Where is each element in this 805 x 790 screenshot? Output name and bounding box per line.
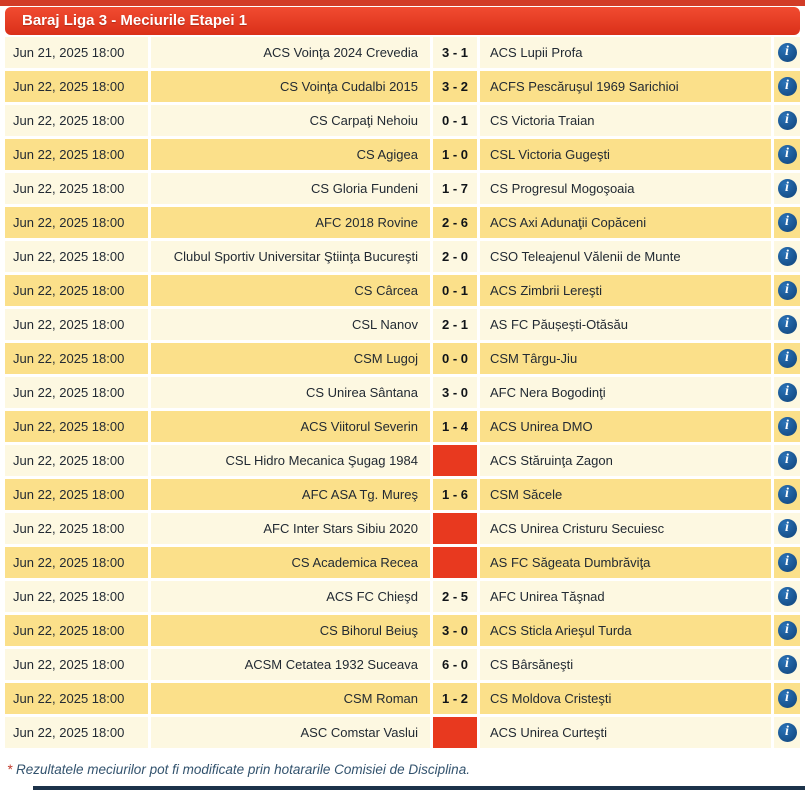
away-team-name: CSO Teleajenul Vălenii de Munte — [480, 241, 771, 272]
match-row — [5, 275, 800, 306]
info-cell — [774, 683, 800, 714]
matches-table — [5, 37, 800, 748]
home-team-name: CS Bihorul Beiuş — [151, 615, 430, 646]
match-row — [5, 309, 800, 340]
match-datetime: Jun 22, 2025 18:00 — [5, 377, 148, 408]
home-team-name: CS Gloria Fundeni — [151, 173, 430, 204]
info-icon[interactable]: i — [778, 315, 797, 334]
match-datetime: Jun 22, 2025 18:00 — [5, 343, 148, 374]
info-icon[interactable]: i — [778, 349, 797, 368]
info-cell — [774, 513, 800, 544]
match-score: 1 - 2 — [433, 683, 477, 714]
match-score: 1 - 6 — [433, 479, 477, 510]
home-team-name: CSM Lugoj — [151, 343, 430, 374]
info-cell — [774, 615, 800, 646]
match-datetime: Jun 22, 2025 18:00 — [5, 207, 148, 238]
away-team-name: ACS Axi Adunaţii Copăceni — [480, 207, 771, 238]
away-team-name: CS Victoria Traian — [480, 105, 771, 136]
match-score: 0 - 1 — [433, 275, 477, 306]
bottom-navy-strip — [33, 786, 805, 790]
away-team-name: AS FC Săgeata Dumbrăviţa — [480, 547, 771, 578]
away-team-name: ACFS Pescăruşul 1969 Sarichioi — [480, 71, 771, 102]
info-icon[interactable]: i — [778, 383, 797, 402]
match-datetime: Jun 22, 2025 18:00 — [5, 717, 148, 748]
info-cell — [774, 241, 800, 272]
info-icon[interactable]: i — [778, 587, 797, 606]
info-icon[interactable]: i — [778, 417, 797, 436]
match-score: 2 - 6 — [433, 207, 477, 238]
no-score-block — [433, 513, 477, 544]
info-icon[interactable]: i — [778, 451, 797, 470]
home-team-name: CS Agigea — [151, 139, 430, 170]
top-red-strip — [0, 0, 805, 6]
home-team-name: CS Academica Recea — [151, 547, 430, 578]
match-row — [5, 343, 800, 374]
match-row — [5, 71, 800, 102]
match-datetime: Jun 22, 2025 18:00 — [5, 683, 148, 714]
match-score: 2 - 1 — [433, 309, 477, 340]
match-datetime: Jun 22, 2025 18:00 — [5, 479, 148, 510]
info-icon[interactable]: i — [778, 621, 797, 640]
info-icon[interactable]: i — [778, 519, 797, 538]
no-score-block — [433, 717, 477, 748]
match-score: 6 - 0 — [433, 649, 477, 680]
match-score: 2 - 0 — [433, 241, 477, 272]
info-cell — [774, 377, 800, 408]
match-row — [5, 479, 800, 510]
match-datetime: Jun 22, 2025 18:00 — [5, 547, 148, 578]
footnote-asterisk: * — [7, 762, 17, 777]
match-row — [5, 37, 800, 68]
match-score: 3 - 2 — [433, 71, 477, 102]
match-datetime: Jun 22, 2025 18:00 — [5, 275, 148, 306]
match-row — [5, 377, 800, 408]
no-score-block — [433, 445, 477, 476]
home-team-name: AFC Inter Stars Sibiu 2020 — [151, 513, 430, 544]
info-cell — [774, 411, 800, 442]
page-title: Baraj Liga 3 - Meciurile Etapei 1 — [5, 7, 800, 35]
info-icon[interactable]: i — [778, 247, 797, 266]
home-team-name: CS Unirea Sântana — [151, 377, 430, 408]
away-team-name: ACS Stăruinţa Zagon — [480, 445, 771, 476]
away-team-name: ACS Unirea Curteşti — [480, 717, 771, 748]
info-cell — [774, 173, 800, 204]
away-team-name: CSM Săcele — [480, 479, 771, 510]
match-row — [5, 547, 800, 578]
match-score: 1 - 0 — [433, 139, 477, 170]
match-datetime: Jun 22, 2025 18:00 — [5, 71, 148, 102]
match-score: 0 - 0 — [433, 343, 477, 374]
match-score: 1 - 4 — [433, 411, 477, 442]
info-cell — [774, 343, 800, 374]
info-cell — [774, 309, 800, 340]
home-team-name: CSL Hidro Mecanica Şugag 1984 — [151, 445, 430, 476]
info-icon[interactable]: i — [778, 281, 797, 300]
match-row — [5, 513, 800, 544]
match-row — [5, 615, 800, 646]
home-team-name: CSM Roman — [151, 683, 430, 714]
match-row — [5, 241, 800, 272]
match-datetime: Jun 22, 2025 18:00 — [5, 581, 148, 612]
home-team-name: ACS Voinţa 2024 Crevedia — [151, 37, 430, 68]
match-row — [5, 445, 800, 476]
info-cell — [774, 37, 800, 68]
away-team-name: AS FC Păușești-Otăsău — [480, 309, 771, 340]
away-team-name: AFC Unirea Tăşnad — [480, 581, 771, 612]
info-cell — [774, 445, 800, 476]
match-datetime: Jun 22, 2025 18:00 — [5, 309, 148, 340]
info-cell — [774, 105, 800, 136]
info-cell — [774, 581, 800, 612]
match-datetime: Jun 22, 2025 18:00 — [5, 615, 148, 646]
away-team-name: ACS Sticla Arieşul Turda — [480, 615, 771, 646]
match-row — [5, 207, 800, 238]
match-row — [5, 717, 800, 748]
away-team-name: CSL Victoria Gugeşti — [480, 139, 771, 170]
info-icon[interactable]: i — [778, 111, 797, 130]
match-score: 3 - 0 — [433, 615, 477, 646]
home-team-name: AFC ASA Tg. Mureş — [151, 479, 430, 510]
away-team-name: AFC Nera Bogodinţi — [480, 377, 771, 408]
match-row — [5, 105, 800, 136]
info-cell — [774, 649, 800, 680]
matches-panel — [5, 7, 800, 748]
home-team-name: CSL Nanov — [151, 309, 430, 340]
match-score: 3 - 0 — [433, 377, 477, 408]
match-row — [5, 139, 800, 170]
match-datetime: Jun 22, 2025 18:00 — [5, 173, 148, 204]
match-datetime: Jun 21, 2025 18:00 — [5, 37, 148, 68]
footnote-text: Rezultatele meciurilor pot fi modificate prin hotararile Comisiei de Disciplina. — [16, 762, 470, 777]
match-datetime: Jun 22, 2025 18:00 — [5, 241, 148, 272]
footnote — [7, 762, 470, 777]
match-datetime: Jun 22, 2025 18:00 — [5, 411, 148, 442]
match-datetime: Jun 22, 2025 18:00 — [5, 105, 148, 136]
match-row — [5, 581, 800, 612]
away-team-name: CS Progresul Mogoşoaia — [480, 173, 771, 204]
home-team-name: ASC Comstar Vaslui — [151, 717, 430, 748]
info-icon[interactable]: i — [778, 689, 797, 708]
match-row — [5, 173, 800, 204]
match-score: 3 - 1 — [433, 37, 477, 68]
home-team-name: CS Voinţa Cudalbi 2015 — [151, 71, 430, 102]
home-team-name: CS Cârcea — [151, 275, 430, 306]
info-icon[interactable]: i — [778, 485, 797, 504]
info-icon[interactable]: i — [778, 213, 797, 232]
info-icon[interactable]: i — [778, 145, 797, 164]
no-score-block — [433, 547, 477, 578]
home-team-name: AFC 2018 Rovine — [151, 207, 430, 238]
info-icon[interactable]: i — [778, 553, 797, 572]
away-team-name: ACS Lupii Profa — [480, 37, 771, 68]
match-score: 1 - 7 — [433, 173, 477, 204]
info-icon[interactable]: i — [778, 77, 797, 96]
away-team-name: ACS Unirea DMO — [480, 411, 771, 442]
info-icon[interactable]: i — [778, 43, 797, 62]
match-row — [5, 411, 800, 442]
info-cell — [774, 275, 800, 306]
match-score: 0 - 1 — [433, 105, 477, 136]
home-team-name: ACSM Cetatea 1932 Suceava — [151, 649, 430, 680]
match-datetime: Jun 22, 2025 18:00 — [5, 139, 148, 170]
info-icon[interactable]: i — [778, 179, 797, 198]
match-score: 2 - 5 — [433, 581, 477, 612]
home-team-name: ACS FC Chieşd — [151, 581, 430, 612]
info-icon[interactable]: i — [778, 655, 797, 674]
away-team-name: CS Bârsăneşti — [480, 649, 771, 680]
match-row — [5, 649, 800, 680]
info-cell — [774, 139, 800, 170]
info-cell — [774, 479, 800, 510]
away-team-name: CS Moldova Cristeşti — [480, 683, 771, 714]
away-team-name: ACS Zimbrii Lereşti — [480, 275, 771, 306]
home-team-name: ACS Viitorul Severin — [151, 411, 430, 442]
match-datetime: Jun 22, 2025 18:00 — [5, 445, 148, 476]
match-datetime: Jun 22, 2025 18:00 — [5, 649, 148, 680]
away-team-name: ACS Unirea Cristuru Secuiesc — [480, 513, 771, 544]
info-cell — [774, 547, 800, 578]
home-team-name: Clubul Sportiv Universitar Ştiinţa Bucureşti — [151, 241, 430, 272]
home-team-name: CS Carpaţi Nehoiu — [151, 105, 430, 136]
match-datetime: Jun 22, 2025 18:00 — [5, 513, 148, 544]
match-row — [5, 683, 800, 714]
away-team-name: CSM Târgu-Jiu — [480, 343, 771, 374]
info-cell — [774, 717, 800, 748]
info-cell — [774, 71, 800, 102]
info-icon[interactable]: i — [778, 723, 797, 742]
info-cell — [774, 207, 800, 238]
